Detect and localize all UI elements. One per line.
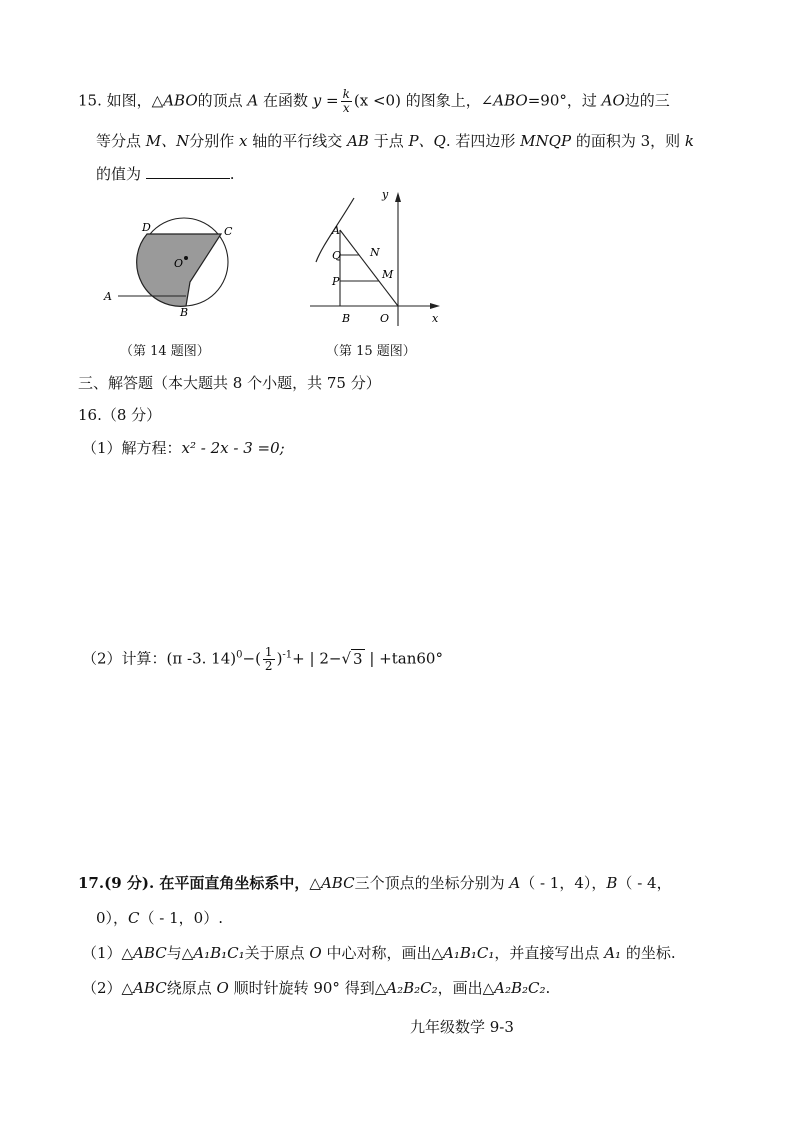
q15-line-3 (96, 163, 235, 184)
q15-domain: (x <0) (353, 91, 401, 110)
fig15-label-y: y (382, 188, 389, 201)
page-footer: 九年级数学 9-3 (410, 1018, 514, 1036)
q16-exponent-0: 0 (236, 649, 243, 661)
fig14-label-o: O (174, 257, 184, 270)
q17-triangle-abc: ABC (320, 874, 355, 892)
q16-part-2-label: （2）计算： (82, 649, 167, 668)
q15-angle-abo: ABO (493, 91, 528, 110)
q15-text: ，过 (566, 91, 602, 110)
q17-triangle-a2b2c2: A₂B₂C₂ (494, 979, 546, 997)
q17-part-2 (82, 977, 550, 998)
q17-line-1 (78, 872, 672, 893)
q17-line-2 (96, 907, 223, 928)
q15-line-2 (96, 130, 694, 151)
q15-text: 的图象上，∠ (400, 91, 494, 110)
q17-text: 中心对称，画出△ (321, 944, 444, 962)
q17-text: 17.(9 分). 在平面直角坐标系中，△ (78, 874, 321, 892)
q16-text: + | 2− (292, 649, 342, 668)
q15-triangle-abo: ABO (163, 91, 198, 110)
q17-text: （2）△ (82, 979, 134, 997)
fraction-numerator: k (342, 87, 350, 101)
q17-text: 三个顶点的坐标分别为 (354, 874, 510, 892)
q17-text: . (545, 979, 551, 997)
q17-triangle-a1b1c1: A₁B₁C₁ (443, 944, 495, 962)
q17-part-1 (82, 942, 676, 963)
fig15-label-q: Q (332, 249, 342, 262)
q17-text: （ - 1，0）. (139, 909, 223, 927)
q16-part-1-label: （1）解方程： (82, 439, 182, 457)
q15-segment-ao: AO (601, 91, 625, 110)
q17-point-b: B (606, 874, 618, 892)
q17-point-a: A (509, 874, 521, 892)
section-3-heading: 三、解答题（本大题共 8 个小题，共 75 分） (78, 374, 381, 392)
fig14-label-b: B (180, 306, 189, 316)
q17-triangle-a1b1c1: A₁B₁C₁ (193, 944, 245, 962)
q15-text: 如图，△ (106, 91, 164, 110)
fig15-label-a: A (332, 224, 340, 237)
q15-points-mn: M、N (145, 132, 190, 150)
q16-part-1 (82, 437, 285, 458)
q17-triangle-abc: ABC (133, 979, 167, 997)
q16-fraction-half (263, 646, 275, 673)
q17-text: （ - 4， (617, 874, 672, 892)
q17-text: 顺时针旋转 90° 得到△ (228, 979, 387, 997)
q15-text: 的值为 (96, 165, 142, 183)
fig15-label-x: x (432, 312, 439, 325)
fig14-label-d: D (142, 221, 151, 234)
q16-text: | +tan60° (364, 649, 443, 668)
q16-equation: x² - 2x - 3 =0; (181, 439, 285, 457)
q15-text: 的面积为 3，则 (571, 132, 685, 150)
fig14-label-c: C (224, 225, 233, 238)
q15-segment-ab: AB (347, 132, 369, 150)
q15-x-axis: x (239, 132, 248, 150)
q15-function-y: y = (312, 91, 339, 110)
y-axis-arrow (395, 192, 401, 202)
q17-triangle-a2b2c2: A₂B₂C₂ (386, 979, 438, 997)
q17-origin-o: O (309, 944, 322, 962)
q15-text: 于点 (368, 132, 409, 150)
q15-k: k (684, 132, 694, 150)
q16-exponent-neg1: -1 (282, 649, 293, 661)
sqrt-icon: √ (341, 649, 352, 668)
q17-text: 0）， (96, 909, 129, 927)
figure-15 (296, 184, 452, 330)
q15-quadrilateral: MNQP (520, 132, 572, 150)
q17-text: 绕原点 (166, 979, 217, 997)
q15-number: 15. (78, 91, 102, 110)
fig15-label-b: B (342, 312, 351, 325)
q15-text: 在函数 (258, 91, 313, 110)
q15-points-pq: P、Q (408, 132, 446, 150)
q15-text: 边的三 (624, 91, 670, 110)
q15-fraction-k-over-x (341, 88, 352, 115)
q16-header: 16.（8 分） (78, 406, 162, 424)
fig15-caption: （第 15 题图） (326, 344, 416, 359)
q15-text: . (229, 165, 235, 183)
center-point-o (184, 256, 188, 260)
q16-sqrt-3: 3 (353, 649, 363, 668)
q16-text: −( (242, 649, 261, 668)
fraction-denominator: 2 (264, 659, 273, 673)
q17-text: （1）△ (82, 944, 134, 962)
fraction-denominator: x (342, 101, 350, 115)
fig14-label-a: A (104, 290, 112, 303)
q15-point-a: A (247, 91, 259, 110)
fig15-label-p: P (332, 275, 340, 288)
q17-text: 的坐标. (621, 944, 676, 962)
q16-text: ) (276, 649, 283, 668)
q15-text: 分别作 (189, 132, 240, 150)
q15-angle-value: =90° (527, 91, 567, 110)
q17-origin-o: O (216, 979, 229, 997)
q15-text: 轴的平行线交 (247, 132, 348, 150)
q17-point-c: C (128, 909, 140, 927)
q15-text: 的顶点 (197, 91, 248, 110)
q17-point-a1: A₁ (604, 944, 622, 962)
fig15-label-m: M (382, 268, 394, 281)
q16-part-2 (82, 646, 443, 673)
q15-text: 等分点 (96, 132, 146, 150)
fig15-label-o: O (380, 312, 390, 325)
q17-text: 与△ (166, 944, 194, 962)
q17-triangle-abc: ABC (133, 944, 167, 962)
fig15-label-n: N (370, 246, 380, 259)
q17-text: 关于原点 (244, 944, 310, 962)
q17-text: ，画出△ (437, 979, 495, 997)
x-axis-arrow (430, 303, 440, 309)
q17-text: ，并直接写出点 (494, 944, 605, 962)
figure-14 (100, 212, 260, 316)
q16-pi-term: (π -3. 14) (166, 649, 237, 668)
fraction-numerator: 1 (264, 645, 273, 659)
q15-line-1 (78, 88, 670, 115)
q15-answer-blank[interactable] (146, 164, 230, 179)
q15-text: . 若四边形 (445, 132, 521, 150)
fig14-caption: （第 14 题图） (120, 344, 210, 359)
q17-text: （ - 1，4）， (520, 874, 607, 892)
